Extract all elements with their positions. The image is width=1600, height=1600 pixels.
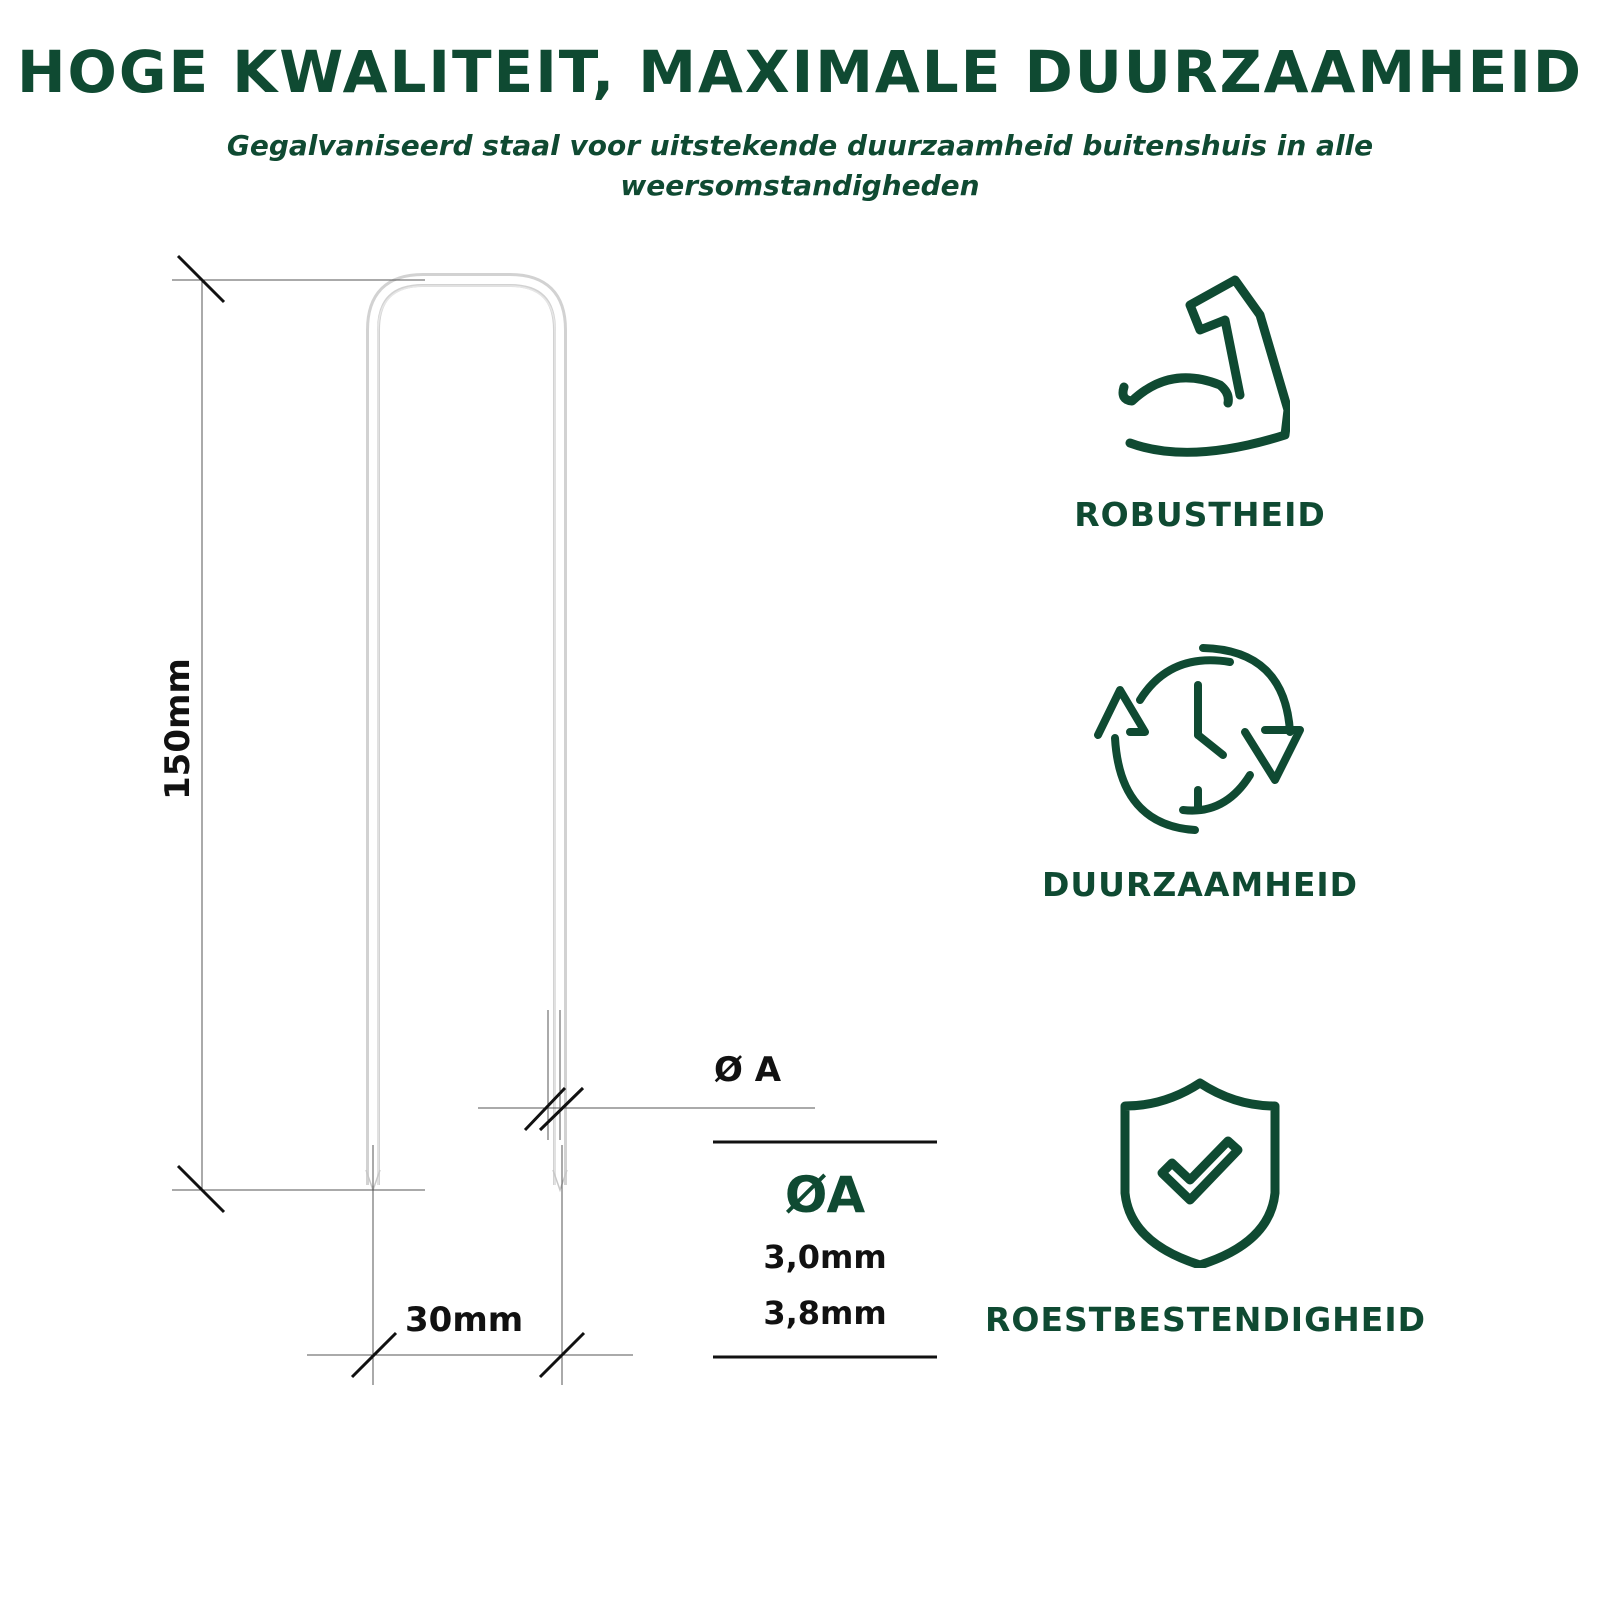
clock-cycle-icon	[1085, 640, 1315, 840]
feature-label-roestbestendigheid: ROESTBESTENDIGHEID	[985, 1300, 1427, 1339]
staple-pin	[366, 280, 567, 1190]
feature-label-robustheid: ROBUSTHEID	[1074, 495, 1326, 534]
diameter-value-2: 3,8mm	[763, 1294, 887, 1332]
diameter-value-1: 3,0mm	[763, 1238, 887, 1276]
flexed-arm-icon	[1110, 275, 1290, 465]
page-title: HOGE KWALITEIT, MAXIMALE DUURZAAMHEID	[17, 38, 1583, 106]
page-subtitle: Gegalvaniseerd staal voor uitstekende duurzaamheid buitenshuis in alle weersomstandigheden	[226, 129, 1374, 202]
shield-check-icon	[1120, 1078, 1280, 1268]
width-dimension	[307, 1145, 633, 1385]
diameter-label: Ø A	[714, 1050, 782, 1090]
height-label: 150mm	[158, 658, 198, 800]
feature-label-duurzaamheid: DUURZAAMHEID	[1041, 865, 1359, 904]
diameter-table-header: ØA	[784, 1166, 866, 1224]
width-label: 30mm	[405, 1300, 524, 1340]
height-dimension	[172, 280, 425, 1190]
